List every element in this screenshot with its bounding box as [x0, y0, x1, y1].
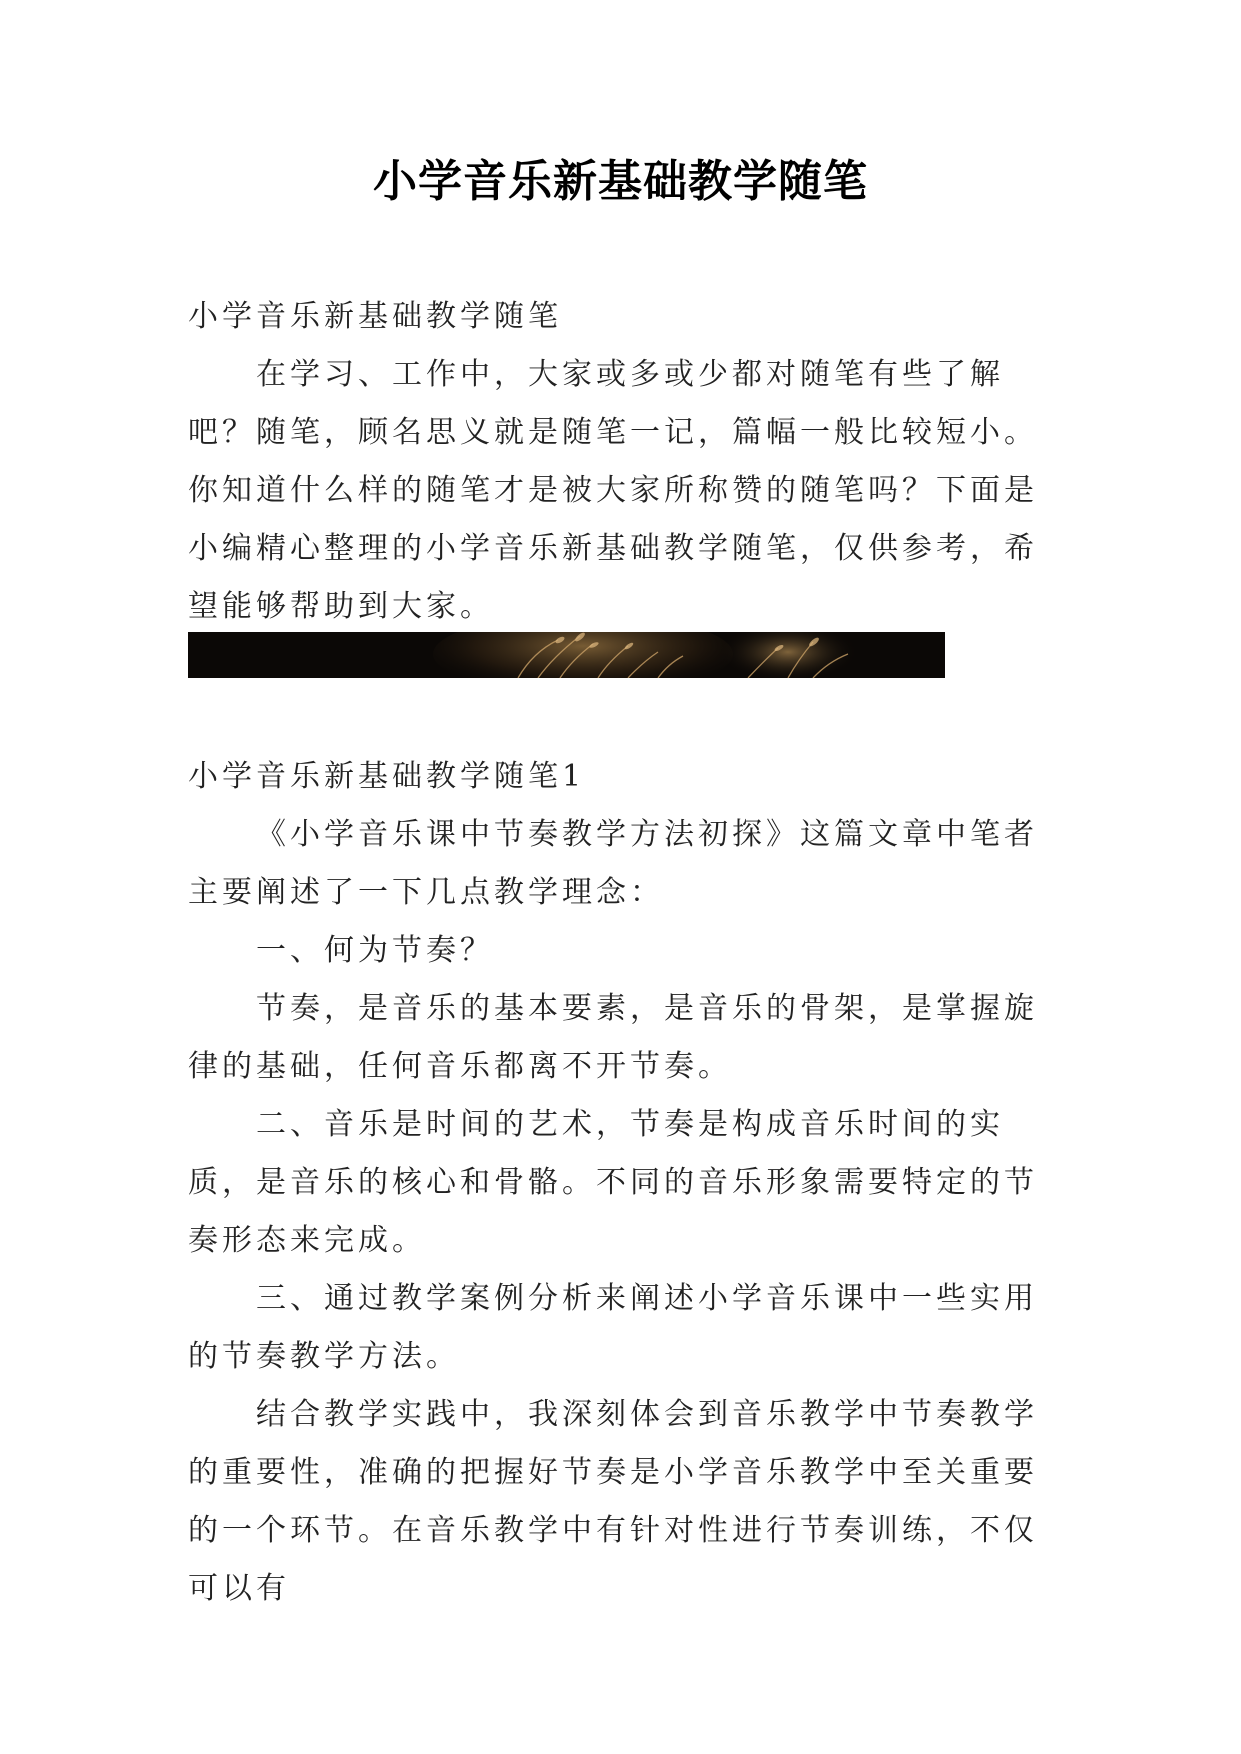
- intro-paragraph: 在学习、工作中，大家或多或少都对随笔有些了解吧？随笔，顾名思义就是随笔一记，篇幅一般比较短小。你知道什么样的随笔才是被大家所称赞的随笔吗？下面是小编精心整理的小学音乐新基础教学随笔，仅供参考，希望能够帮助到大家。: [188, 357, 1038, 624]
- section-1-paragraph: 一、何为节奏？: [256, 933, 494, 968]
- section-1-paragraph: 《小学音乐课中节奏教学方法初探》这篇文章中笔者主要阐述了一下几点教学理念：: [188, 817, 1038, 910]
- intro-subtitle: 小学音乐新基础教学随笔: [188, 299, 562, 334]
- section-1-paragraph: 三、通过教学案例分析来阐述小学音乐课中一些实用的节奏教学方法。: [188, 1281, 1038, 1374]
- banner-artwork: [188, 632, 945, 678]
- section-1-heading: 小学音乐新基础教学随笔1: [188, 759, 586, 794]
- decorative-banner-image: [188, 632, 945, 678]
- document-title: 小学音乐新基础教学随笔: [373, 156, 868, 207]
- intro-section: [188, 288, 1058, 636]
- section-1-paragraph: 二、音乐是时间的艺术，节奏是构成音乐时间的实质，是音乐的核心和骨骼。不同的音乐形象需要特定的节奏形态来完成。: [188, 1107, 1038, 1258]
- section-1-paragraph: 结合教学实践中，我深刻体会到音乐教学中节奏教学的重要性，准确的把握好节奏是小学音乐教学中至关重要的一个环节。在音乐教学中有针对性进行节奏训练，不仅可以有: [188, 1397, 1038, 1606]
- section-1: [188, 748, 1058, 1618]
- section-1-paragraph: 节奏，是音乐的基本要素，是音乐的骨架，是掌握旋律的基础，任何音乐都离不开节奏。: [188, 991, 1038, 1084]
